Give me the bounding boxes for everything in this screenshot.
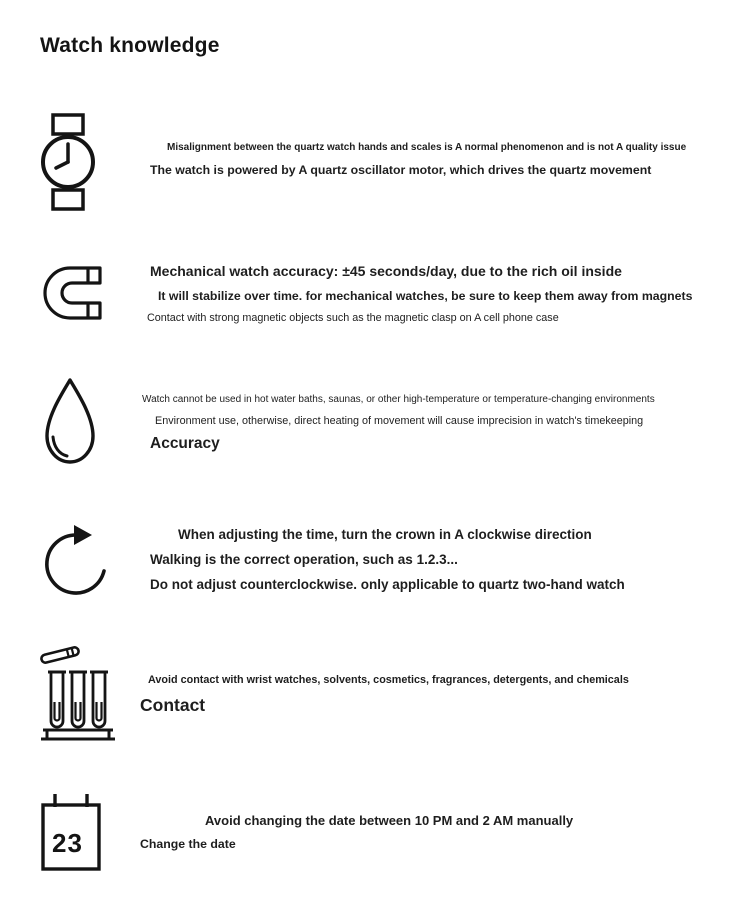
section-line: Contact with strong magnetic objects such as the magnetic clasp on A cell phone case	[147, 311, 559, 324]
section-line: Environment use, otherwise, direct heating of movement will cause imprecision in watch's timekeeping	[155, 414, 644, 427]
section-line: Contact	[140, 695, 206, 716]
section-chemicals	[40, 642, 745, 725]
section-line: The watch is powered by A quartz oscillator motor, which drives the quartz movement	[150, 162, 652, 177]
section-quartz-movement	[40, 112, 745, 186]
section-line: Watch cannot be used in hot water baths, saunas, or other high-temperature or temperature-changing environments	[142, 394, 655, 405]
clockwise-arrow-icon	[40, 522, 110, 600]
section-temperature	[40, 376, 745, 461]
calendar-day-number: 23	[52, 828, 83, 858]
section-line: Misalignment between the quartz watch hands and scales is A normal phenomenon and is not A quality issue	[167, 142, 687, 153]
section-magnetism	[40, 262, 745, 333]
section-date-change	[40, 792, 745, 861]
section-crown-adjustment	[40, 522, 745, 602]
section-line: When adjusting the time, turn the crown in A clockwise direction	[178, 527, 592, 542]
section-line: Change the date	[140, 837, 236, 852]
water-drop-icon	[40, 376, 100, 468]
test-tubes-icon	[40, 642, 116, 744]
section-line: Walking is the correct operation, such as 1.2.3...	[150, 551, 458, 567]
section-line: Avoid changing the date between 10 PM and 2 AM manually	[205, 813, 574, 828]
wristwatch-icon	[40, 112, 96, 212]
section-line: It will stabilize over time. for mechanical watches, be sure to keep them away from magnets	[158, 288, 693, 303]
section-line: Mechanical watch accuracy: ±45 seconds/day, due to the rich oil inside	[150, 263, 622, 279]
section-line: Avoid contact with wrist watches, solvents, cosmetics, fragrances, detergents, and chemicals	[148, 674, 629, 686]
section-line: Do not adjust counterclockwise. only applicable to quartz two-hand watch	[150, 576, 625, 592]
calendar-icon	[40, 792, 102, 872]
section-line: Accuracy	[150, 434, 220, 452]
magnet-icon	[40, 262, 104, 324]
page-title: Watch knowledge	[40, 34, 220, 57]
